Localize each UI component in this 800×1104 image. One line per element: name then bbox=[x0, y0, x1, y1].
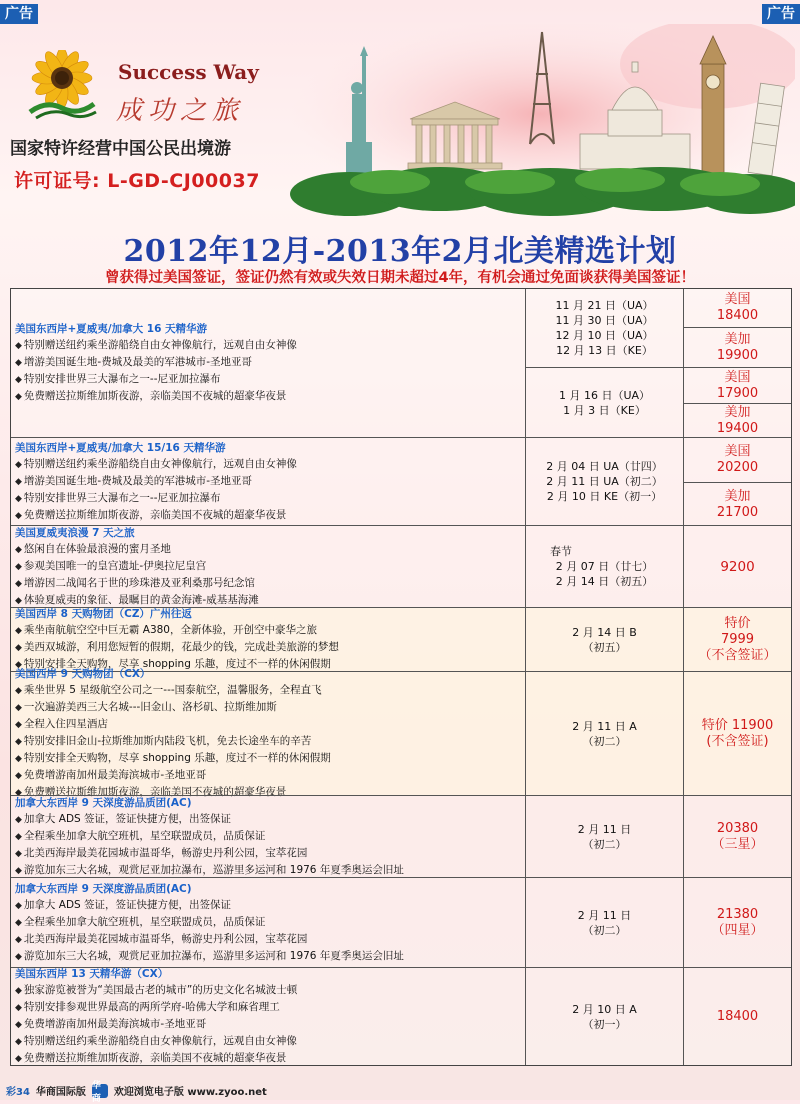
tour-bullet: ◆ 特别赠送纽约乘坐游船绕自由女神像航行，远观自由女神像 bbox=[15, 337, 523, 354]
tour-description bbox=[15, 878, 523, 967]
departure-date: 2 月 14 日（初五） bbox=[555, 575, 654, 588]
page-number: 彩34 bbox=[6, 1087, 30, 1098]
price-label: 美加 bbox=[724, 331, 751, 347]
publisher-name: 华商国际版 bbox=[35, 1087, 86, 1098]
tour-bullet: ◆ 特别赠送纽约乘坐游船绕自由女神像航行，远观自由女神像 bbox=[15, 1033, 523, 1050]
tour-bullet: ◆ 特别安排世界三大瀑布之一--尼亚加拉瀑布 bbox=[15, 371, 523, 388]
price-value: 18400 bbox=[716, 308, 759, 323]
departure-date: 2 月 10 日 KE（初一） bbox=[546, 490, 663, 503]
departure-date: 2 月 04 日 UA（廿四） bbox=[546, 460, 663, 473]
tour-bullet: ◆ 体验夏威夷的象征、最瞩目的黄金海滩-威基基海滩 bbox=[15, 592, 523, 609]
tour-dates bbox=[525, 672, 683, 795]
brand-name-en: Success Way bbox=[118, 60, 259, 84]
date-group bbox=[526, 289, 683, 367]
departure-date: （初二） bbox=[582, 734, 627, 748]
tour-prices bbox=[683, 526, 791, 607]
tour-prices bbox=[683, 289, 791, 437]
tour-prices bbox=[683, 672, 791, 795]
departure-date: （初二） bbox=[582, 837, 627, 851]
tour-bullet: ◆ 特别安排全天购物，尽享 shopping 乐趣，度过不一样的休闲假期 bbox=[15, 750, 523, 767]
price-value: 21380 bbox=[716, 906, 759, 922]
tour-bullet: ◆ 游览加东三大名城，观赏尼亚加拉瀑布，巡游里多运河和 1976 年夏季奥运会旧址 bbox=[15, 948, 523, 965]
tour-bullet: ◆ 增游因二战闻名于世的珍珠港及亚利桑那号纪念馆 bbox=[15, 575, 523, 592]
price-value: 18400 bbox=[716, 1008, 759, 1024]
tour-bullet: ◆ 免费赠送拉斯维加斯夜游，亲临美国不夜城的超豪华夜景 bbox=[15, 784, 523, 801]
tagline: 国家特许经营中国公民出境游 bbox=[10, 139, 231, 159]
ad-label-right: 广告 bbox=[762, 4, 800, 24]
tour-bullet: ◆ 免费增游南加州最美海滨城市-圣地亚哥 bbox=[15, 767, 523, 784]
date-group bbox=[526, 367, 683, 437]
tour-row bbox=[11, 289, 791, 437]
tour-description bbox=[15, 668, 523, 798]
tour-title: 美国东西岸+夏威夷/加拿大 15/16 天精华游 bbox=[15, 441, 226, 454]
tour-row bbox=[11, 877, 791, 967]
tour-description bbox=[15, 438, 523, 525]
price-note: （四星） bbox=[711, 922, 764, 938]
tour-bullet: ◆ 特别安排参观世界最高的两所学府-哈佛大学和麻省理工 bbox=[15, 999, 523, 1016]
tour-bullet: ◆ 美西双城游，利用您短暂的假期，花最少的钱，完成赴美旅游的梦想 bbox=[15, 639, 523, 656]
price-value: 17900 bbox=[716, 385, 759, 401]
tour-bullet: ◆ 全程入住四星酒店 bbox=[15, 716, 523, 733]
departure-date: 12 月 10 日（UA） bbox=[555, 329, 654, 342]
tour-title: 美国西岸 9 天购物团（CX） bbox=[15, 668, 151, 680]
tour-bullet: ◆ 特别赠送纽约乘坐游船绕自由女神像航行，远观自由女神像 bbox=[15, 456, 523, 473]
tour-description bbox=[15, 796, 523, 877]
tour-bullet: ◆ 加拿大 ADS 签证，签证快捷方便，出签保证 bbox=[15, 811, 523, 828]
departure-date: 1 月 16 日（UA） bbox=[558, 388, 651, 402]
price-value: 21700 bbox=[716, 504, 759, 520]
tour-prices bbox=[683, 878, 791, 967]
price-note: (不含签证) bbox=[706, 733, 769, 749]
tour-row bbox=[11, 795, 791, 877]
tour-bullet: ◆ 全程乘坐加拿大航空班机，星空联盟成员，品质保证 bbox=[15, 828, 523, 845]
departure-date: 2 月 11 日 bbox=[577, 908, 632, 922]
departure-date: 2 月 11 日 A bbox=[572, 719, 637, 733]
tour-title: 美国东西岸 13 天精华游（CX） bbox=[15, 968, 169, 980]
sunflower-logo-icon bbox=[22, 50, 102, 122]
tour-row bbox=[11, 967, 791, 1065]
price-label: 美国 bbox=[724, 444, 751, 459]
tour-table bbox=[10, 288, 792, 1066]
tour-row bbox=[11, 607, 791, 671]
price-cell bbox=[684, 367, 791, 403]
departure-date: （初二） bbox=[582, 923, 627, 937]
price-cell bbox=[684, 438, 791, 482]
price-value: 9200 bbox=[720, 558, 755, 575]
departure-date: 2 月 14 日 B bbox=[572, 625, 637, 639]
departure-date: 11 月 30 日（UA） bbox=[555, 314, 654, 327]
tour-prices bbox=[683, 968, 791, 1065]
tour-title: 加拿大东西岸 9 天深度游品质团(AC) bbox=[15, 796, 192, 809]
tour-bullet: ◆ 乘坐南航航空空中巨无霸 A380，全新体验，开创空中豪华之旅 bbox=[15, 622, 523, 639]
tour-bullet: ◆ 悠闲自在体验最浪漫的蜜月圣地 bbox=[15, 541, 523, 558]
tour-description bbox=[15, 289, 523, 437]
tour-bullet: ◆ 加拿大 ADS 签证，签证快捷方便，出签保证 bbox=[15, 897, 523, 914]
tour-dates bbox=[525, 878, 683, 967]
tour-row bbox=[11, 437, 791, 525]
tour-description bbox=[15, 608, 523, 671]
price-label: 特价 bbox=[724, 615, 751, 631]
price-value: 7999 bbox=[720, 631, 755, 647]
price-value: 19400 bbox=[716, 420, 759, 436]
tour-bullet: ◆ 参观美国唯一的皇宫遗址-伊奥拉尼皇宫 bbox=[15, 558, 523, 575]
tour-bullet: ◆ 北美西海岸最美花园城市温哥华，畅游史丹利公园，宝萃花园 bbox=[15, 845, 523, 862]
license-number: 许可证号: L-GD-CJ00037 bbox=[14, 170, 260, 192]
price-label: 美加 bbox=[724, 488, 751, 504]
main-title: 2012年12月-2013年2月北美精选计划 bbox=[123, 234, 677, 269]
price-label: 美国 bbox=[724, 369, 751, 385]
tour-bullet: ◆ 免费赠送拉斯维加斯夜游，亲临美国不夜城的超豪华夜景 bbox=[15, 507, 523, 524]
tour-bullet: ◆ 一次遍游美西三大名城---旧金山、洛杉矶、拉斯维加斯 bbox=[15, 699, 523, 716]
tour-bullet: ◆ 全程乘坐加拿大航空班机，星空联盟成员，品质保证 bbox=[15, 914, 523, 931]
tour-bullet: ◆ 北美西海岸最美花园城市温哥华，畅游史丹利公园，宝萃花园 bbox=[15, 931, 523, 948]
publisher-logo-icon: 华商 bbox=[92, 1084, 108, 1098]
tour-dates bbox=[525, 289, 683, 437]
brand-name-cn: 成功之旅 bbox=[116, 96, 245, 126]
tour-dates bbox=[525, 438, 683, 525]
departure-date: 2 月 11 日 UA（初二） bbox=[546, 475, 663, 488]
price-label: 美加 bbox=[724, 404, 751, 420]
departure-date: 11 月 21 日（UA） bbox=[555, 299, 654, 312]
departure-date: 春节 bbox=[550, 545, 572, 558]
departure-date: 1 月 3 日（KE） bbox=[563, 403, 646, 417]
price-value: 20200 bbox=[716, 460, 759, 475]
tour-dates bbox=[525, 608, 683, 671]
price-value: 20380 bbox=[716, 820, 759, 836]
price-value: 19900 bbox=[716, 347, 759, 363]
departure-date: 12 月 13 日（KE） bbox=[556, 344, 653, 357]
tour-prices bbox=[683, 438, 791, 525]
price-value: 特价 11900 bbox=[701, 717, 774, 733]
website-link[interactable]: 欢迎浏览电子版 www.zyoo.net bbox=[113, 1087, 267, 1098]
departure-date: （初一） bbox=[582, 1017, 627, 1031]
tour-prices bbox=[683, 608, 791, 671]
landmarks-illustration-icon bbox=[290, 24, 795, 224]
tour-bullet: ◆ 特别安排旧金山-拉斯维加斯内陆段飞机，免去长途坐车的辛苦 bbox=[15, 733, 523, 750]
tour-title: 美国西岸 8 天购物团（CZ）广州往返 bbox=[15, 608, 192, 620]
price-note: （三星） bbox=[711, 836, 764, 852]
tour-bullet: ◆ 独家游览被誉为“美国最古老的城市”的历史文化名城波士顿 bbox=[15, 982, 523, 999]
subtitle: 曾获得过美国签证，签证仍然有效或失效日期未超过4年，有机会通过免面谈获得美国签证！ bbox=[104, 270, 696, 286]
price-note: （不含签证） bbox=[698, 647, 777, 663]
tour-bullet: ◆ 免费赠送拉斯维加斯夜游，亲临美国不夜城的超豪华夜景 bbox=[15, 388, 523, 405]
tour-bullet: ◆ 免费赠送拉斯维加斯夜游，亲临美国不夜城的超豪华夜景 bbox=[15, 1050, 523, 1067]
price-cell bbox=[684, 327, 791, 367]
departure-date: 2 月 07 日（廿七） bbox=[555, 560, 654, 573]
tour-bullet: ◆ 增游美国诞生地-费城及最美的军港城市-圣地亚哥 bbox=[15, 473, 523, 490]
tour-dates bbox=[525, 796, 683, 877]
price-label: 美国 bbox=[724, 292, 751, 307]
price-cell bbox=[684, 403, 791, 437]
tour-title: 美国夏威夷浪漫 7 天之旅 bbox=[15, 526, 135, 539]
tour-bullet: ◆ 特别安排全天购物，尽享 shopping 乐趣，度过不一样的休闲假期 bbox=[15, 656, 523, 673]
ad-label-left: 广告 bbox=[0, 4, 38, 24]
tour-row bbox=[11, 668, 791, 798]
tour-dates bbox=[525, 968, 683, 1065]
tour-bullet: ◆ 免费增游南加州最美海滨城市-圣地亚哥 bbox=[15, 1016, 523, 1033]
tour-bullet: ◆ 增游美国诞生地-费城及最美的军港城市-圣地亚哥 bbox=[15, 354, 523, 371]
tour-description bbox=[15, 526, 523, 607]
tour-row bbox=[11, 525, 791, 607]
tour-prices bbox=[683, 796, 791, 877]
tour-dates bbox=[525, 526, 683, 607]
tour-title: 加拿大东西岸 9 天深度游品质团(AC) bbox=[15, 882, 192, 895]
tour-bullet: ◆ 乘坐世界 5 星级航空公司之一---国泰航空，温馨服务，全程直飞 bbox=[15, 682, 523, 699]
tour-bullet: ◆ 特别安排世界三大瀑布之一--尼亚加拉瀑布 bbox=[15, 490, 523, 507]
tour-bullet: ◆ 游览加东三大名城，观赏尼亚加拉瀑布，巡游里多运河和 1976 年夏季奥运会旧址 bbox=[15, 862, 523, 879]
footer bbox=[6, 1080, 267, 1104]
tour-title: 美国东西岸+夏威夷/加拿大 16 天精华游 bbox=[15, 323, 208, 335]
price-cell bbox=[684, 289, 791, 327]
departure-date: 2 月 10 日 A bbox=[572, 1002, 637, 1016]
departure-date: （初五） bbox=[582, 640, 627, 654]
departure-date: 2 月 11 日 bbox=[577, 822, 632, 836]
tour-description bbox=[15, 968, 523, 1065]
price-cell bbox=[684, 482, 791, 526]
